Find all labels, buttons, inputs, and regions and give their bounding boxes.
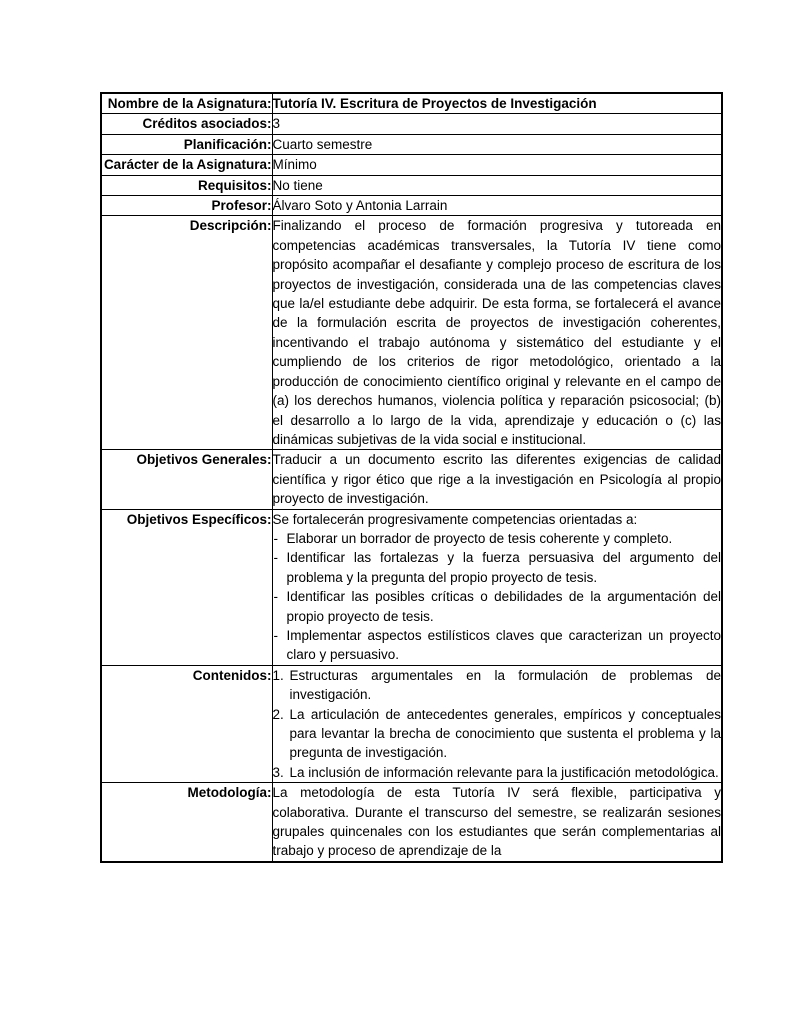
- row-label-nombre-asignatura: Nombre de la Asignatura:: [101, 93, 272, 114]
- table-row: [101, 134, 722, 154]
- row-value-profesor: Álvaro Soto y Antonia Larrain: [272, 196, 722, 216]
- table-row: [101, 665, 722, 782]
- row-value-nombre-asignatura: Tutoría IV. Escritura de Proyectos de Investigación: [272, 93, 722, 114]
- list-marker: 3.: [272, 764, 284, 780]
- table-row: [101, 783, 722, 862]
- row-value-planificacion: Cuarto semestre: [272, 134, 722, 154]
- row-label-objetivos-generales: Objetivos Generales:: [101, 450, 272, 509]
- list-item-text: Elaborar un borrador de proyecto de tesis coherente y completo.: [286, 530, 673, 546]
- row-label-descripcion: Descripción:: [101, 216, 272, 450]
- row-label-planificacion: Planificación:: [101, 134, 272, 154]
- list-intro: Se fortalecerán progresivamente competencias orientadas a:: [272, 511, 638, 527]
- row-value-objetivos-especificos: [272, 509, 722, 665]
- table-row: [101, 155, 722, 175]
- row-label-objetivos-especificos: Objetivos Específicos:: [101, 509, 272, 665]
- row-value-requisitos: No tiene: [272, 175, 722, 195]
- row-value-caracter: Mínimo: [272, 155, 722, 175]
- syllabus-table: [100, 92, 723, 863]
- list-item-text: Identificar las posibles críticas o debilidades de la argumentación del propio proyecto de tesis.: [286, 589, 721, 624]
- list-marker: 2.: [272, 706, 284, 722]
- table-row: [101, 196, 722, 216]
- row-label-requisitos: Requisitos:: [101, 175, 272, 195]
- table-row: [101, 216, 722, 450]
- row-label-contenidos: Contenidos:: [101, 665, 272, 782]
- list-item-text: Identificar las fortalezas y la fuerza persuasiva del argumento del problema y la pregunta del propio proyecto de tesis.: [286, 550, 721, 585]
- list-item-text: La articulación de antecedentes generales, empíricos y conceptuales para levantar la brecha de conocimiento que sustenta el problema y la pregunta de investigación.: [289, 706, 721, 761]
- dash-list-item: [273, 548, 722, 587]
- list-item-text: Estructuras argumentales en la formulación de problemas de investigación.: [289, 667, 721, 703]
- row-label-profesor: Profesor:: [101, 196, 272, 216]
- dash-list-item: [273, 626, 722, 665]
- list-marker: -: [273, 550, 278, 566]
- table-row: [101, 114, 722, 134]
- dash-list-item: [273, 529, 722, 548]
- numbered-list-item: [273, 763, 722, 782]
- row-label-metodologia: Metodología:: [101, 783, 272, 862]
- list-item-text: Implementar aspectos estilísticos claves que caracterizan un proyecto claro y persuasivo.: [286, 627, 721, 663]
- list-marker: -: [273, 589, 278, 605]
- list-marker: 1.: [272, 667, 284, 683]
- row-value-contenidos: [272, 665, 722, 782]
- table-row: [101, 93, 722, 114]
- list-item-text: La inclusión de información relevante para la justificación metodológica.: [289, 764, 719, 780]
- numbered-list-item: [273, 705, 722, 763]
- row-value-descripcion: Finalizando el proceso de formación progresiva y tutoreada en competencias académicas transversales, la Tutoría IV tiene como propósito acompañar el desafiante y complejo proceso de escritura de los proyectos de investigación, considerada una de las competencias claves que la/el estudiante debe adquirir. De esta forma, se fortalecerá el avance de la formulación escrita de proyectos de investigación coherentes, incentivando el trabajo autónoma y sistemático del estudiante y el cumpliendo de los criterios de rigor metodológico, orientado a la producción de conocimiento científico original y relevante en el campo de (a) los derechos humanos, violencia política y reparación psicosocial; (b) el desarrollo a lo largo de la vida, aprendizaje y educación o (c) las dinámicas subjetivas de la vida social e institucional.: [272, 216, 722, 450]
- row-label-caracter: Carácter de la Asignatura:: [101, 155, 272, 175]
- table-row: [101, 450, 722, 509]
- list-marker: -: [273, 530, 278, 546]
- row-value-objetivos-generales: Traducir a un documento escrito las diferentes exigencias de calidad científica y rigor ético que rige a la investigación en Psicología al propio proyecto de investigación.: [272, 450, 722, 509]
- dash-list-item: [273, 587, 722, 626]
- numbered-list-item: [273, 666, 722, 705]
- table-row: [101, 509, 722, 665]
- row-label-creditos: Créditos asociados:: [101, 114, 272, 134]
- row-value-creditos: 3: [272, 114, 722, 134]
- table-row: [101, 175, 722, 195]
- row-value-metodologia: La metodología de esta Tutoría IV será flexible, participativa y colaborativa. Durante el transcurso del semestre, se realizarán sesiones grupales quincenales con los estudiantes que serán complementarias al trabajo y proceso de aprendizaje de la: [272, 783, 722, 862]
- list-marker: -: [273, 627, 278, 643]
